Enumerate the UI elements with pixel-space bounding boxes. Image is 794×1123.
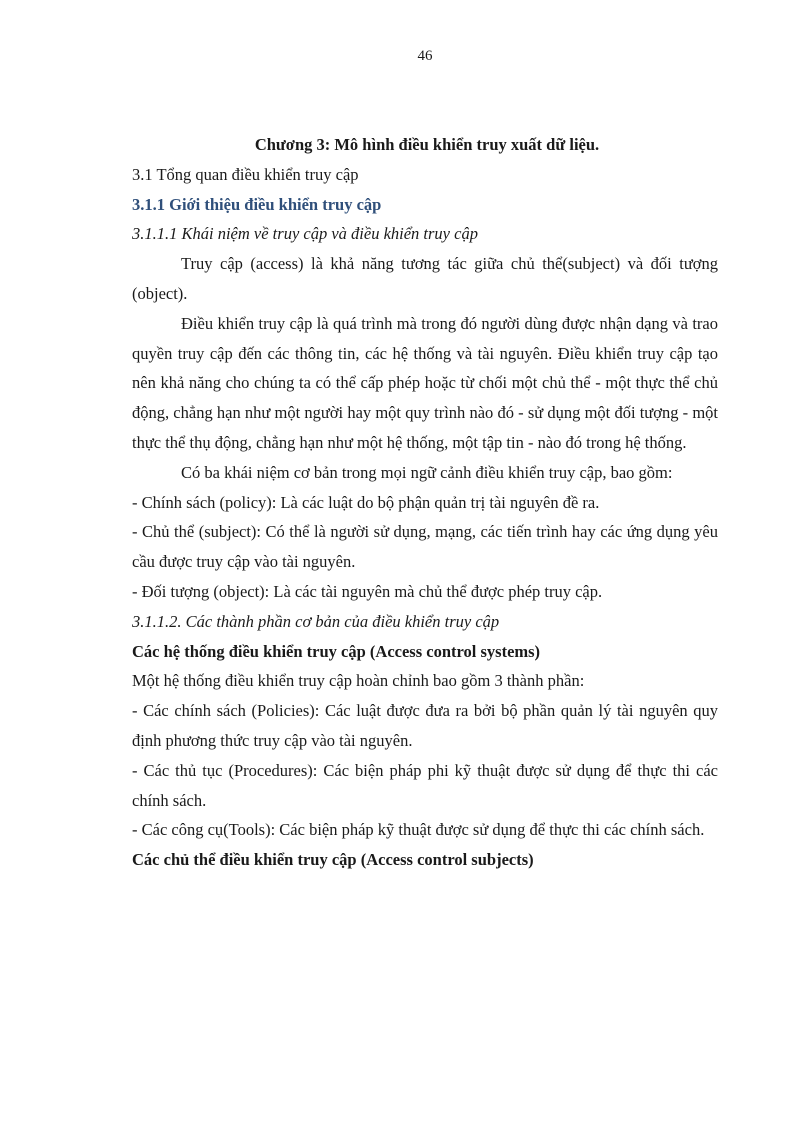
paragraph-systems-intro: Một hệ thống điều khiển truy cập hoàn chỉnh bao gồm 3 thành phần:: [132, 671, 585, 691]
subsection-title: 3.1.1 Giới thiệu điều khiển truy cập: [132, 194, 382, 214]
document-body: [132, 130, 718, 875]
list-item-tools: - Các công cụ(Tools): Các biện pháp kỹ thuật được sử dụng để thực thi các chính sách.: [132, 820, 705, 840]
list-item-object: - Đối tượng (object): Là các tài nguyên mà chủ thể được phép truy cập.: [132, 581, 603, 601]
subsubsection-title-1: 3.1.1.1 Khái niệm về truy cập và điều khiển truy cập: [132, 224, 478, 244]
list-item-procedures: - Các thủ tục (Procedures): Các biện pháp phi kỹ thuật được sử dụng để thực thi các chính sách.: [132, 760, 718, 810]
section-title: 3.1 Tổng quan điều khiển truy cập: [132, 164, 359, 184]
paragraph-three-concepts: Có ba khái niệm cơ bản trong mọi ngữ cảnh điều khiển truy cập, bao gồm:: [181, 462, 673, 482]
list-item-subject: - Chủ thể (subject): Có thể là người sử dụng, mạng, các tiến trình hay các ứng dụng yêu cầu được truy cập vào tài nguyên.: [132, 522, 718, 572]
subsubsection-title-2: 3.1.1.2. Các thành phần cơ bản của điều khiển truy cập: [132, 611, 500, 631]
page-number: 46: [417, 48, 433, 64]
chapter-title: Chương 3: Mô hình điều khiển truy xuất dữ liệu.: [254, 135, 600, 154]
paragraph-access-definition: Truy cập (access) là khả năng tương tác giữa chủ thể(subject) và đối tượng (object).: [132, 254, 718, 303]
list-item-policy: - Chính sách (policy): Là các luật do bộ phận quản trị tài nguyên đề ra.: [132, 492, 600, 512]
paragraph-access-control-definition: Điều khiển truy cập là quá trình mà trong đó người dùng được nhận dạng và trao quyền truy cập đến các thông tin, các hệ thống và tài nguyên. Điều khiển truy cập tạo nên khả năng cho chúng ta có thể cấp phép hoặc từ chối một chủ thể - một thực thể chủ động, chẳng hạn như một người hay một quy trình nào đó - sử dụng một đối tượng - một thực thể thụ động, chẳng hạn như một hệ thống, một tập tin - nào đó trong hệ thống.: [132, 313, 718, 452]
heading-access-control-subjects: Các chủ thể điều khiển truy cập (Access control subjects): [132, 850, 534, 870]
heading-access-control-systems: Các hệ thống điều khiển truy cập (Access control systems): [132, 641, 541, 661]
list-item-policies: - Các chính sách (Policies): Các luật được đưa ra bởi bộ phần quản lý tài nguyên quy định phương thức truy cập vào tài nguyên.: [132, 701, 718, 750]
